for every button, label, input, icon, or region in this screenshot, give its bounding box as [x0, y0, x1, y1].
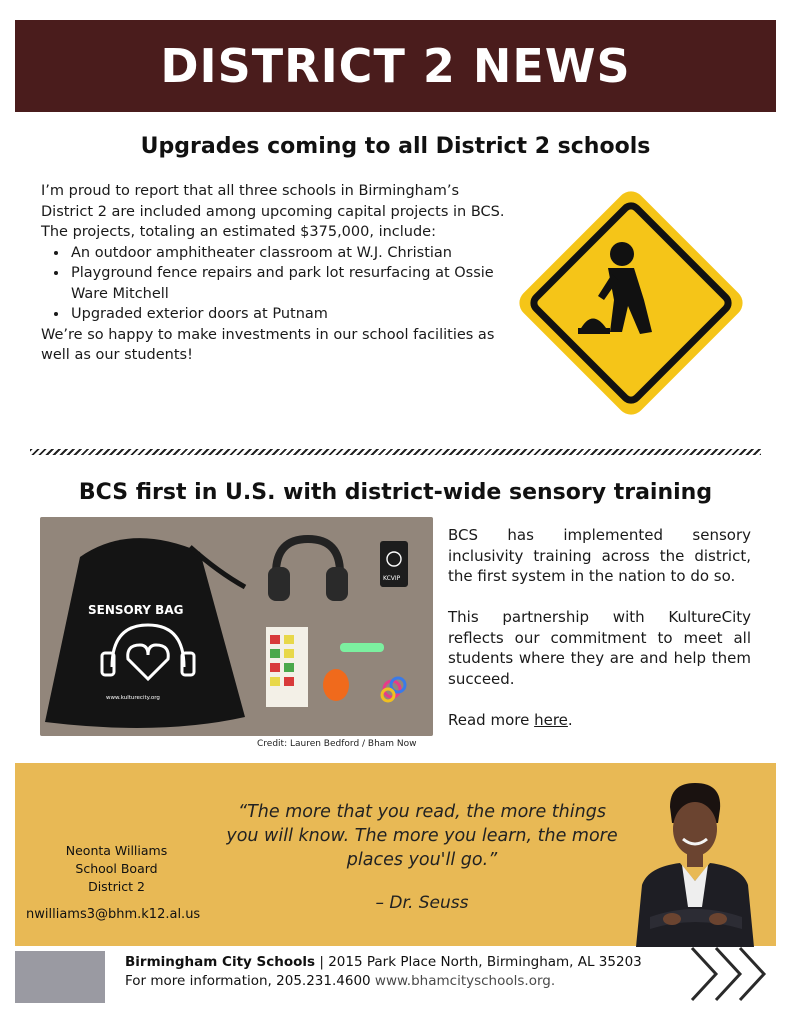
construction-sign-icon — [510, 182, 752, 424]
sensory-para-1: BCS has implemented sensory inclusivity training across the district, the first system in the nation to do so. — [448, 526, 751, 585]
upgrades-article — [41, 181, 506, 366]
board-member-district: District 2 — [88, 879, 145, 894]
board-member-portrait — [630, 777, 760, 947]
sensory-heading: BCS first in U.S. with district-wide sensory training — [78, 480, 713, 505]
chevron-right-icon — [690, 944, 782, 1004]
page-title: DISTRICT 2 NEWS — [160, 39, 631, 93]
footer-org: Birmingham City Schools — [125, 954, 316, 970]
read-more-period: . — [567, 710, 573, 729]
section-divider — [30, 449, 761, 455]
sensory-para-2: This partnership with KultureCity reflects our commitment to meet all students where they are and help them succeed. — [448, 608, 751, 688]
footer-website-link[interactable]: www.bhamcityschools.org. — [374, 973, 556, 989]
upgrades-heading: Upgrades coming to all District 2 schools — [140, 134, 651, 159]
bag-url: www.kulturecity.org — [106, 695, 160, 701]
footer-address-line — [125, 954, 642, 970]
footer-info-line — [125, 973, 555, 989]
board-member-name: Neonta Williams — [65, 843, 168, 858]
quote-attribution: – Dr. Seuss — [375, 893, 469, 913]
footer-color-block — [15, 951, 105, 1003]
read-more-line — [448, 710, 751, 731]
stress-ball — [323, 669, 349, 701]
board-member-email[interactable]: nwilliams3@bhm.k12.al.us — [26, 907, 201, 922]
upgrades-projects-lead: The projects, totaling an estimated $375,000, include: — [41, 224, 436, 240]
list-item: • Playground fence repairs and park lot resurfacing at Ossie Ware Mitchell — [69, 263, 506, 304]
bag-label: SENSORY BAG — [88, 603, 184, 617]
vip-card-label: KCVIP — [383, 575, 401, 582]
list-item: • An outdoor amphitheater classroom at W.J. Christian — [69, 243, 506, 264]
sensory-article — [448, 525, 751, 751]
board-member-title: School Board — [75, 861, 158, 876]
upgrades-closing: We’re so happy to make investments in our school facilities as well as our students! — [41, 326, 495, 363]
read-more-link[interactable]: here — [534, 710, 568, 729]
quote-text: “The more that you read, the more things you will know. The more you learn, the more places you'll go.” — [226, 802, 618, 870]
fidget-tube — [340, 643, 384, 652]
upgrades-intro: I’m proud to report that all three schools in Birmingham’s District 2 are included among upcoming capital projects in BCS. — [41, 183, 505, 220]
photo-credit: Credit: Lauren Bedford / Bham Now — [257, 739, 417, 749]
projects-list — [69, 243, 506, 325]
read-more-label: Read more — [448, 710, 535, 729]
header-banner — [15, 20, 776, 112]
list-item: • Upgraded exterior doors at Putnam — [69, 304, 506, 325]
footer-info: For more information, 205.231.4600 — [125, 973, 375, 989]
board-member-signature — [44, 842, 189, 896]
sensory-bag-photo — [40, 517, 433, 736]
footer-address: | 2015 Park Place North, Birmingham, AL 35203 — [315, 954, 642, 970]
